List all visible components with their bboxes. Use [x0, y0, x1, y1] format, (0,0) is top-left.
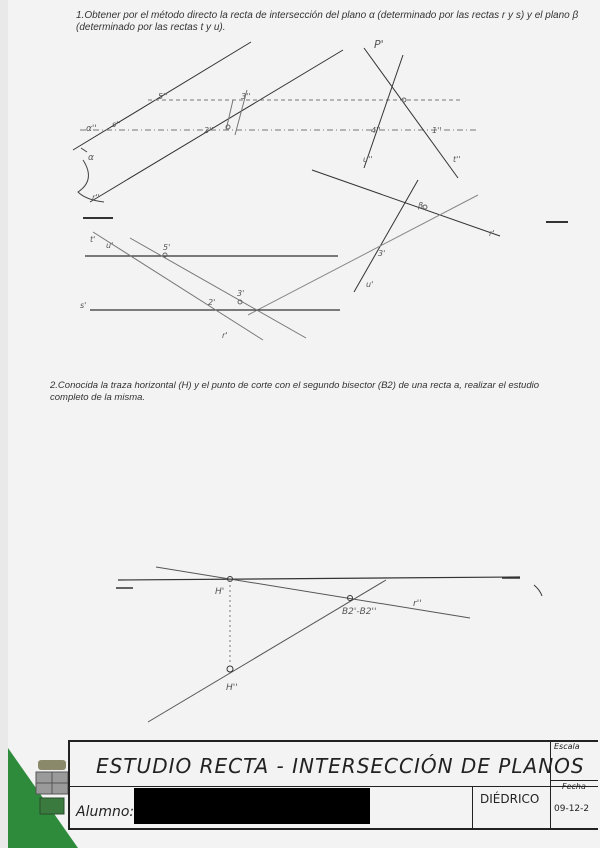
label-1-dbl: 1'' — [432, 126, 442, 135]
geometry-drawings — [8, 0, 600, 848]
coat-of-arms-icon — [32, 758, 72, 820]
title-block — [68, 740, 600, 848]
label-s-prime: s' — [80, 301, 87, 310]
label-h-prime: H' — [215, 587, 225, 597]
label-h-dbl: H'' — [226, 683, 238, 693]
question-1-line-1: 1.Obtener por el método directo la recta de intersección del plano α (determinado por las rectas r y s) y el plano β — [76, 10, 579, 21]
diagram-2 — [116, 567, 542, 722]
label-r-dbl: r'' — [92, 193, 100, 202]
label-beta: β — [418, 201, 424, 210]
line-r-prime — [93, 232, 263, 340]
label-2-dbl: 2'' — [204, 126, 214, 135]
line-r-vertical — [90, 50, 343, 202]
label-t-prime: t' — [90, 235, 96, 244]
ground-line-lower — [118, 577, 520, 580]
label-5-prime: 5' — [163, 243, 171, 252]
line-t-vertical — [364, 48, 458, 178]
label-p-prime: P' — [374, 38, 384, 51]
line-intersection — [248, 195, 478, 315]
title-text: ESTUDIO RECTA - INTERSECCIÓN DE PLANOS — [96, 754, 585, 778]
label-3-prime: 3' — [237, 289, 245, 298]
point-2-dbl — [423, 205, 427, 209]
label-2-prime: 2' — [208, 298, 216, 307]
line-t-horizontal — [312, 170, 500, 236]
diagram-2-labels — [215, 587, 422, 693]
label-r-prime-b: r' — [222, 331, 228, 340]
line-u-prime — [130, 238, 306, 338]
label-s-dbl: s'' — [112, 120, 121, 129]
line-a-dbl — [148, 580, 386, 722]
label-t-dbl: t'' — [453, 155, 461, 164]
label-u-prime: u' — [106, 241, 114, 250]
worksheet-page — [8, 0, 600, 848]
label-a-prime: r'' — [413, 599, 422, 609]
tick-mark — [81, 148, 87, 152]
student-name-redacted — [134, 788, 370, 824]
question-2-line-1: 2.Conocida la traza horizontal (H) y el punto de corte con el segundo bisector (B2) de una recta a, realizar el estudio — [50, 380, 539, 391]
label-5-dbl: 5'' — [158, 92, 168, 101]
point-h-dbl — [227, 666, 233, 672]
label-u-dbl: u'' — [363, 155, 373, 164]
escala-label: Escala — [554, 742, 580, 751]
label-r-prime: r' — [489, 229, 495, 238]
question-1-line-2: (determinado por las rectas t y u). — [76, 22, 226, 33]
label-3-prime-b: 3' — [378, 249, 386, 258]
diagram-1 — [73, 42, 568, 340]
fecha-value: 09-12-2 — [554, 804, 590, 814]
line-u-horizontal — [354, 180, 418, 292]
system-label: DIÉDRICO — [480, 792, 540, 806]
label-alpha-dbl: α'' — [86, 124, 97, 134]
line-a-prime — [156, 567, 470, 618]
label-4-dbl: 4'' — [371, 126, 381, 135]
label-3-dbl: 3'' — [241, 92, 251, 101]
question-2-line-2: completo de la misma. — [50, 392, 146, 403]
line-u-vertical — [364, 55, 403, 168]
alumno-label: Alumno: — [76, 804, 135, 820]
tick-mark-2 — [534, 585, 542, 596]
label-alpha: α — [88, 153, 94, 163]
fecha-label: Fecha — [562, 782, 586, 791]
label-u-prime-b: u' — [366, 280, 374, 289]
label-b2: B2'-B2'' — [342, 607, 377, 617]
